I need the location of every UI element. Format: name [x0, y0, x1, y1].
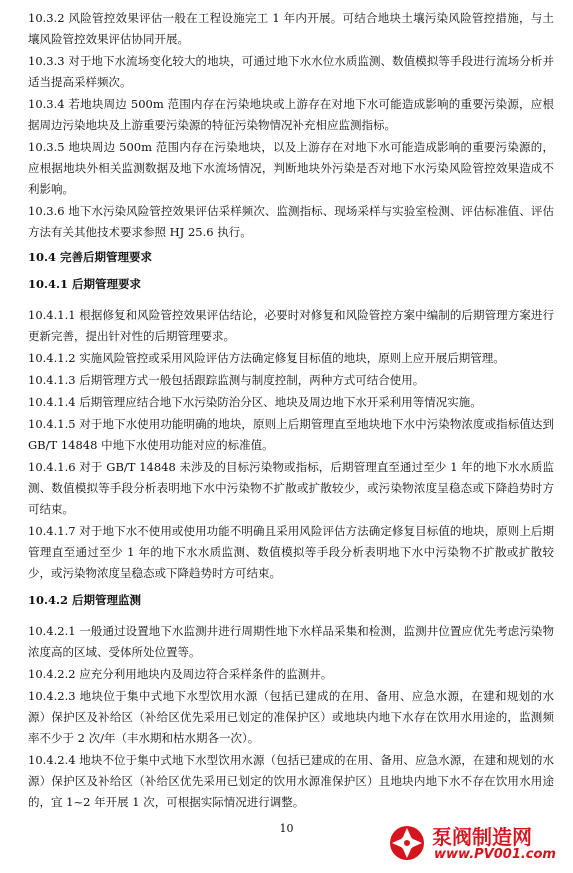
subsection-heading-10-4-1: 10.4.1 后期管理要求 — [28, 277, 142, 291]
document-page — [28, 8, 554, 814]
paragraph-10-4-1-7: 10.4.1.7 对于地下水不使用或使用功能不明确且采用风险评估方法确定修复目标值的地块，原则上后期管理直至通过至少 1 年的地下水水质监测、数值模拟等手段分析表明地下水中污染物不扩散或扩散较少，或污染物浓度呈稳态或下降趋势时方可结束。 — [28, 524, 554, 580]
paragraph-10-3-4: 10.3.4 若地块周边 500m 范围内存在污染地块或上游存在对地下水可能造成影响的重要污染源，应根据周边污染地块及上游重要污染源的特征污染物情况补充相应监测指标。 — [28, 97, 554, 132]
site-watermark — [386, 820, 566, 868]
paragraph-10-3-2: 10.3.2 风险管控效果评估一般在工程设施完工 1 年内开展。可结合地块土壤污染风险管控措施，与土壤风险管控效果评估协同开展。 — [28, 11, 554, 46]
paragraph-10-3-5: 10.3.5 地块周边 500m 范围内存在污染地块，以及上游存在对地下水可能造成影响的重要污染源的，应根据地块外相关监测数据及地下水流场情况，判断地块外污染是否对地下水污染风险管控效果造成不利影响。 — [28, 140, 554, 196]
paragraph-10-4-1-2: 10.4.1.2 实施风险管控或采用风险评估方法确定修复目标值的地块，原则上应开展后期管理。 — [28, 351, 505, 365]
paragraph-10-4-1-1: 10.4.1.1 根据修复和风险管控效果评估结论，必要时对修复和风险管控方案中编制的后期管理方案进行更新完善，提出针对性的后期管理要求。 — [28, 308, 554, 343]
paragraph-10-4-2-2: 10.4.2.2 应充分利用地块内及周边符合采样条件的监测井。 — [28, 667, 333, 681]
section-heading-10-4: 10.4 完善后期管理要求 — [28, 250, 153, 264]
watermark-title: 泵阀制造网 — [432, 825, 532, 849]
paragraph-10-4-2-4: 10.4.2.4 地块不位于集中式地下水型饮用水源（包括已建成的在用、备用、应急水源，在建和规划的水源）保护区及补给区（补给区优先采用已划定的饮用水源准保护区）且地块内地下水不存在饮用水用途的，宜 1~2 年开展 1 次，可根据实际情况进行调整。 — [28, 753, 554, 809]
paragraph-10-4-1-3: 10.4.1.3 后期管理方式一般包括跟踪监测与制度控制，两种方式可结合使用。 — [28, 373, 425, 387]
paragraph-10-3-3: 10.3.3 对于地下水流场变化较大的地块，可通过地下水水位水质监测、数值模拟等手段进行流场分析并适当提高采样频次。 — [28, 54, 554, 89]
subsection-heading-10-4-2: 10.4.2 后期管理监测 — [28, 593, 142, 607]
paragraph-10-4-1-4: 10.4.1.4 后期管理应结合地下水污染防治分区、地块及周边地下水开采利用等情况实施。 — [28, 395, 482, 409]
paragraph-10-4-2-3: 10.4.2.3 地块位于集中式地下水型饮用水源（包括已建成的在用、备用、应急水源，在建和规划的水源）保护区及补给区（补给区优先采用已划定的准保护区）或地块内地下水存在饮用水用途的，监测频率不少于 2 次/年（丰水期和枯水期各一次）。 — [28, 689, 554, 745]
paragraph-10-4-1-5: 10.4.1.5 对于地下水使用功能明确的地块，原则上后期管理直至地块地下水中污染物浓度或指标值达到 GB/T 14848 中地下水使用功能对应的标准值。 — [28, 417, 554, 452]
paragraph-10-4-1-6: 10.4.1.6 对于 GB/T 14848 未涉及的目标污染物或指标，后期管理直至通过至少 1 年的地下水水质监测、数值模拟等手段分析表明地下水中污染物不扩散或扩散较少，或污染物浓度呈稳态或下降趋势时方可结束。 — [28, 460, 554, 516]
page-number: 10 — [279, 822, 294, 835]
paragraph-10-3-6: 10.3.6 地下水污染风险管控效果评估采样频次、监测指标、现场采样与实验室检测、评估标准值、评估方法有关其他技术要求参照 HJ 25.6 执行。 — [28, 204, 554, 239]
valve-logo-icon — [388, 824, 426, 862]
paragraph-10-4-2-1: 10.4.2.1 一般通过设置地下水监测井进行周期性地下水样品采集和检测，监测井位置应优先考虑污染物浓度高的区域、受体所处位置等。 — [28, 624, 554, 659]
watermark-url: www.PV001.com — [434, 847, 556, 862]
